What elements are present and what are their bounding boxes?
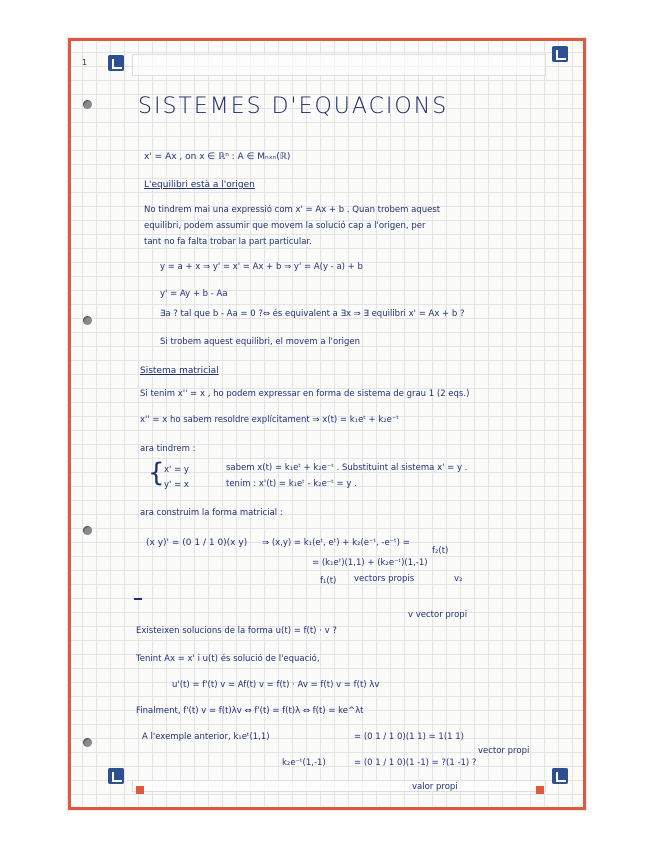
- note-annotation: valor propi: [412, 782, 458, 792]
- section-heading: L'equilibri està a l'origen: [144, 180, 255, 190]
- page-title: SISTEMES D'EQUACIONS: [138, 94, 449, 119]
- note-annotation: vector propi: [478, 746, 530, 756]
- note-annotation: f₂(t): [432, 546, 449, 556]
- header-band: [132, 54, 546, 76]
- note-line: ⇒ (x,y) = k₁(eᵗ, eᵗ) + k₂(e⁻ᵗ, -e⁻ᵗ) =: [262, 538, 410, 548]
- corner-marker-top-left: [108, 55, 124, 71]
- section-heading: Sistema matricial: [140, 366, 219, 376]
- system-equation: x' = y: [164, 465, 189, 475]
- note-line: y' = Ay + b - Aa: [160, 289, 228, 299]
- note-line: Finalment, f'(t) v = f(t)λv ⇔ f'(t) = f(t)λ ⇔ f(t) = ke^λt: [136, 706, 364, 716]
- note-line: x' = Ax , on x ∈ ℝⁿ : A ∈ Mₙₓₙ(ℝ): [144, 152, 291, 162]
- matrix-equation: (x y)' = (0 1 / 1 0)(x y): [146, 538, 248, 548]
- note-line: = (k₁eᵗ)(1,1) + (k₂e⁻ᵗ)(1,-1): [312, 558, 428, 568]
- note-line: y = a + x ⇒ y' = x' = Ax + b ⇒ y' = A(y - a) + b: [160, 262, 363, 272]
- note-line: sabem x(t) = k₁eᵗ + k₂e⁻ᵗ . Substituint al sistema x' = y .: [226, 463, 468, 473]
- note-annotation: vectors propis: [354, 574, 415, 584]
- note-line: ∃a ? tal que b - Aa = 0 ?⇔ és equivalent a ∃x ⇒ ∃ equilibri x' = Ax + b ?: [160, 309, 465, 319]
- corner-marker-top-right: [552, 46, 568, 62]
- binder-hole: [83, 316, 92, 325]
- note-line: k₂e⁻ᵗ(1,-1): [282, 758, 326, 768]
- note-line: No tindrem mai una expressió com x' = Ax + b . Quan trobem aquest: [144, 205, 441, 215]
- red-marker-left: [136, 786, 144, 794]
- page-number: 1: [82, 58, 88, 67]
- binder-hole: [83, 526, 92, 535]
- note-line: tenim : x'(t) = k₁eᵗ - k₂e⁻ᵗ = y .: [226, 479, 357, 489]
- note-line: ara tindrem :: [140, 444, 196, 454]
- binder-hole: [83, 738, 92, 747]
- note-line: Si trobem aquest equilibri, el movem a l'origen: [160, 337, 361, 347]
- system-brace: {: [148, 458, 165, 488]
- system-equation: y' = x: [164, 480, 189, 490]
- note-line: = (0 1 / 1 0)(1 1) = 1(1 1): [354, 732, 464, 742]
- note-annotation: f₁(t): [320, 576, 337, 586]
- footer-band: [132, 780, 546, 792]
- note-line: Existeixen solucions de la forma u(t) = f(t) · v ?: [136, 626, 337, 636]
- note-annotation: v vector propi: [408, 610, 468, 620]
- note-line: equilibri, podem assumir que movem la solució cap a l'origen, per: [144, 221, 426, 231]
- note-line: Tenint Ax = x' i u(t) és solució de l'equació,: [136, 654, 320, 664]
- note-annotation: v₂: [454, 574, 463, 584]
- note-line: = (0 1 / 1 0)(1 -1) = ?(1 -1) ?: [354, 758, 477, 768]
- note-line: x'' = x ho sabem resoldre explícitament ⇒ x(t) = k₁eᵗ + k₂e⁻ᵗ: [140, 415, 399, 425]
- corner-marker-bottom-left: [108, 768, 124, 784]
- red-marker-right: [536, 786, 544, 794]
- corner-marker-bottom-right: [552, 768, 568, 784]
- idea-label: [134, 598, 142, 600]
- note-line: Si tenim x'' = x , ho podem expressar en forma de sistema de grau 1 (2 eqs.): [140, 389, 470, 399]
- note-line: u'(t) = f'(t) v = Af(t) v = f(t) · Av = f(t) v = f(t) λv: [172, 680, 380, 690]
- note-line: ara construim la forma matricial :: [140, 508, 283, 518]
- note-line: A l'exemple anterior, k₁eᵗ(1,1): [142, 732, 270, 742]
- binder-hole: [83, 100, 92, 109]
- note-line: tant no fa falta trobar la part particular.: [144, 237, 312, 247]
